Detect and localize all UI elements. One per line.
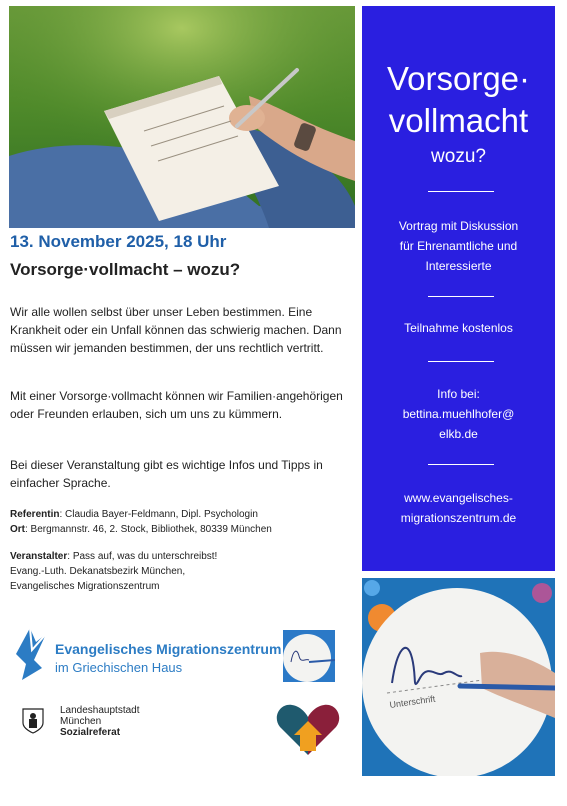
event-headline: Vorsorge·vollmacht – wozu? xyxy=(10,260,241,279)
signature-photo xyxy=(362,578,555,776)
signature-illustration xyxy=(362,578,555,776)
panel-title-line1: Vorsorge· xyxy=(386,60,531,97)
divider xyxy=(428,361,494,362)
writing-illustration xyxy=(9,6,355,228)
thumbnail-illustration xyxy=(283,630,335,682)
talk-line1: Vortrag mit Diskussion xyxy=(398,219,519,233)
speaker-label: Referentin xyxy=(10,509,60,520)
paragraph-2: Mit einer Vorsorge·vollmacht können wir Familien·angehörigen oder Freunden erlauben, sich um uns zu kümmern. xyxy=(10,389,343,421)
emz-subname: im Griechischen Haus xyxy=(55,660,183,675)
emz-logo xyxy=(12,624,282,684)
place-value: : Bergmannstr. 46, 2. Stock, Bibliothek, 80339 München xyxy=(25,524,272,535)
emz-name: Evangelisches Migrationszentrum xyxy=(55,641,282,657)
organizer-line3: Evangelisches Migrationszentrum xyxy=(10,581,160,592)
divider xyxy=(428,296,494,297)
organizer-value: : Pass auf, was du unterschreibst! xyxy=(67,551,218,562)
organizer-label: Veranstalter xyxy=(10,551,68,562)
city-line2: München xyxy=(60,716,102,727)
event-date: 13. November 2025, 18 Uhr xyxy=(10,232,227,251)
divider xyxy=(428,464,494,465)
panel-title xyxy=(362,58,555,142)
info-label: Info bei: xyxy=(437,387,480,401)
info-panel xyxy=(362,6,555,571)
fee-text: Teilnahme kostenlos xyxy=(404,321,513,335)
talk-line3: Interessierte xyxy=(425,259,492,273)
heart-house-icon xyxy=(276,703,340,757)
email-line1[interactable]: bettina.muehlhofer@ xyxy=(402,407,515,421)
place-line xyxy=(10,522,355,537)
talk-line2: für Ehrenamtliche und xyxy=(399,239,518,253)
web-line2[interactable]: migrationszentrum.de xyxy=(400,511,517,525)
contact-info xyxy=(368,384,549,444)
city-line1: Landeshauptstadt xyxy=(60,705,140,716)
organizer-line2: Evang.-Luth. Dekanatsbezirk München, xyxy=(10,566,186,577)
paragraph-1: Wir alle wollen selbst über unser Leben bestimmen. Eine Krankheit oder ein Unfall können das schwierig machen. Dann müssen wir jemanden bestimmen, der uns rechtlich vertritt. xyxy=(10,305,342,355)
web-line1[interactable]: www.evangelisches- xyxy=(404,491,513,505)
writing-photo xyxy=(9,6,355,228)
speaker-value: : Claudia Bayer-Feldmann, Dipl. Psychologin xyxy=(59,509,258,520)
heart-logo xyxy=(276,703,340,757)
munich-logo xyxy=(20,703,200,747)
website-link[interactable] xyxy=(368,488,549,528)
signature-label: Unterschrift xyxy=(388,693,436,710)
speaker-line xyxy=(10,507,355,522)
paragraph-3: Bei dieser Veranstaltung gibt es wichtige Infos und Tipps in einfacher Sprache. xyxy=(10,458,323,490)
talk-description xyxy=(368,216,549,276)
email-line2[interactable]: elkb.de xyxy=(439,427,478,441)
divider xyxy=(428,191,494,192)
emz-emblem-icon xyxy=(12,624,50,684)
munich-coat-of-arms-icon xyxy=(20,707,46,735)
panel-title-line2: vollmacht xyxy=(388,102,529,139)
city-line3: Sozialreferat xyxy=(60,727,121,738)
panel-subtitle: wozu? xyxy=(431,146,486,167)
place-label: Ort xyxy=(10,524,25,535)
organizer-block xyxy=(10,549,355,594)
signature-thumbnail xyxy=(283,630,335,682)
